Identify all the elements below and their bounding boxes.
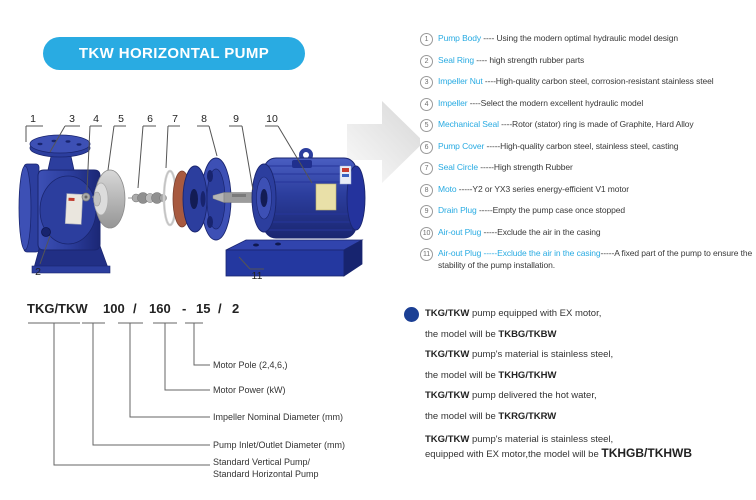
part-name: Seal Ring (438, 54, 474, 65)
variant-item (425, 433, 755, 461)
part-description: ----Select the modern excellent hydraulic model (467, 97, 644, 108)
parts-list-item (420, 98, 756, 111)
variant-model: TKHGB/TKHWB (601, 445, 693, 460)
part-name: Impeller (438, 97, 468, 108)
callout-1: 1 (30, 113, 36, 125)
part-description: ---- high strength rubber parts (473, 54, 585, 65)
part-number-badge: 11 (420, 248, 433, 261)
model-token-series: TKG/TKW (27, 301, 88, 316)
drain-plug-part (42, 228, 51, 237)
variant-condition: pump's material is stainless steel, (469, 349, 614, 360)
parts-list-item (420, 76, 756, 89)
part-description: -----A fixed part of the pump to ensure the stability of the pump installation. (438, 248, 753, 270)
part-number-badge: 7 (420, 162, 433, 175)
variant-item (425, 304, 755, 345)
part-number-badge: 3 (420, 76, 433, 89)
callout-5: 5 (118, 113, 124, 125)
pump-diagram-svg (10, 98, 420, 288)
label-motor-pole: Motor Pole (2,4,6,) (213, 360, 288, 370)
part-number-badge: 5 (420, 119, 433, 132)
model-token-slash: / (133, 301, 137, 316)
callout-10: 10 (266, 113, 278, 125)
part-description: -----Empty the pump case once stopped (476, 205, 626, 215)
variant-result-prefix: equipped with EX motor,the model will be (425, 448, 602, 460)
callout-8: 8 (201, 113, 207, 125)
part-number-badge: 2 (420, 55, 433, 68)
variant-result-prefix: the model will be (425, 410, 499, 422)
variant-item (425, 345, 755, 386)
variant-condition: pump equipped with EX motor, (469, 308, 602, 319)
callout-7: 7 (172, 113, 178, 125)
parts-list-item (420, 248, 756, 271)
part-description: -----High-quality carbon steel, stainless steel, casting (484, 140, 679, 151)
callout-4: 4 (93, 113, 99, 125)
part-name: Pump Cover (438, 140, 485, 151)
title-banner (43, 37, 305, 70)
motor-part (252, 150, 365, 238)
variant-result-prefix: the model will be (425, 328, 499, 340)
callout-3: 3 (69, 113, 75, 125)
part-number-badge: 8 (420, 184, 433, 197)
parts-list (420, 33, 756, 280)
variants-block (425, 304, 755, 461)
mechanical-seal-part (132, 193, 167, 204)
part-description: -----High strength Rubber (478, 162, 573, 172)
parts-list-item (420, 184, 756, 197)
part-number-badge: 10 (420, 227, 433, 240)
model-code-connectors (20, 318, 400, 498)
pump-exploded-diagram (10, 98, 420, 288)
part-name: Impeller Nut (438, 76, 483, 86)
parts-list-item (420, 119, 756, 132)
part-description: ----High-quality carbon steel, corrosion-resistant stainless steel (482, 76, 714, 86)
part-number-badge: 1 (420, 33, 433, 46)
variant-series: TKG/TKW (425, 390, 470, 401)
part-name: Drain Plug (438, 205, 477, 215)
label-standard-pump: Standard Vertical Pump/ Standard Horizontal Pump (213, 457, 319, 479)
part-name: Pump Body (438, 33, 482, 43)
part-number-badge: 6 (420, 141, 433, 154)
model-token-impeller: 160 (149, 301, 171, 316)
part-description: ---- Using the modern optimal hydraulic model design (481, 33, 678, 43)
parts-list-item (420, 33, 756, 46)
variant-condition: pump delivered the hot water, (469, 390, 597, 401)
part-description: -----Y2 or YX3 series energy-efficient V1 motor (456, 183, 630, 194)
parts-list-item (420, 55, 756, 68)
parts-list-item (420, 205, 756, 218)
part-number-badge: 4 (420, 98, 433, 111)
parts-list-item (420, 227, 756, 240)
model-token-inlet: 100 (103, 301, 125, 316)
label-inlet-outlet: Pump Inlet/Outlet Diameter (mm) (213, 440, 346, 450)
variant-model: TKHG/TKHW (498, 369, 557, 381)
variant-model: TKRG/TKRW (498, 410, 557, 422)
part-name: Air-out Plug (438, 226, 482, 237)
variant-series: TKG/TKW (425, 308, 470, 319)
parts-list-item (420, 162, 756, 175)
part-description: ----Rotor (stator) ring is made of Graphite, Hard Alloy (498, 119, 694, 129)
part-name: Air-out Plug -----Exclude the air in the casing (438, 248, 601, 258)
callout-9: 9 (233, 113, 239, 125)
label-impeller-diameter: Impeller Nominal Diameter (mm) (213, 412, 344, 422)
model-token-slash2: / (218, 301, 222, 316)
part-name: Mechanical Seal (438, 119, 499, 129)
part-name: Moto (438, 183, 457, 194)
variant-item (425, 386, 755, 427)
variant-condition: pump's material is stainless steel, (469, 434, 614, 445)
bullet-circle-icon (404, 307, 419, 322)
part-description: -----Exclude the air in the casing (481, 226, 601, 237)
impeller-part (94, 170, 133, 228)
variant-model: TKBG/TKBW (498, 328, 557, 340)
variant-series: TKG/TKW (425, 349, 470, 360)
model-token-power: 15 (196, 301, 211, 316)
label-motor-power: Motor Power (kW) (213, 385, 286, 395)
part-name: Seal Circle (438, 162, 478, 172)
page-title: TKW HORIZONTAL PUMP (78, 45, 270, 62)
variant-series: TKG/TKW (425, 434, 470, 445)
base-plate-part (226, 240, 362, 276)
callout-11: 11 (251, 270, 263, 282)
parts-list-item (420, 141, 756, 154)
variant-result-prefix: the model will be (425, 369, 499, 381)
model-token-dash: - (182, 301, 187, 316)
callout-6: 6 (147, 113, 153, 125)
part-number-badge: 9 (420, 205, 433, 218)
callout-2: 2 (35, 266, 41, 278)
model-token-pole: 2 (232, 301, 240, 316)
